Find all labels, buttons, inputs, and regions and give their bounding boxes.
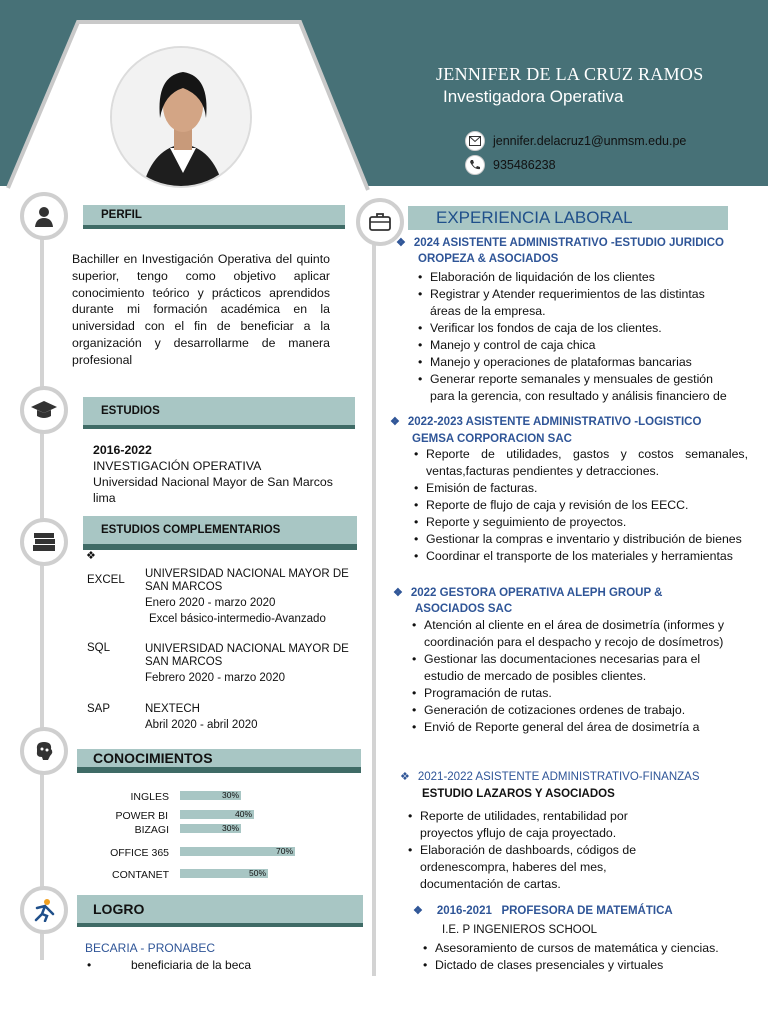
estudios-city: lima	[93, 491, 116, 505]
list-item: • Reporte de utilidades, rentabilidad por proyectos yflujo de caja proyectado.	[406, 808, 656, 842]
conocimientos-header: CONOCIMIENTOS	[77, 749, 361, 773]
list-item: • Gestionar la compras e inventario y distribución de bienes	[412, 531, 748, 548]
job-title: ❖ 2016-2021 PROFESORA DE MATEMÁTICA	[413, 905, 673, 917]
phone-icon	[465, 155, 485, 175]
person-role: Investigadora Operativa	[443, 87, 624, 106]
list-item: • Dictado de clases presenciales y virtuales	[421, 957, 751, 974]
skill-level-bar: 40%	[180, 810, 254, 819]
job-title: ❖ 2024 ASISTENTE ADMINISTRATIVO -ESTUDIO JURIDICO	[396, 237, 724, 249]
skill-name: OFFICE 365	[110, 847, 169, 859]
skill-level-bar: 30%	[180, 824, 241, 833]
list-item: • Elaboración de dashboards, códigos de ordenescompra, haberes del mes, documentación de cartas.	[406, 842, 656, 893]
list-item: • Generar reporte semanales y mensuales de gestión para la gerencia, con resultado y análisis financiero de	[416, 371, 736, 405]
job-tasks	[416, 269, 736, 405]
job-tasks	[410, 617, 740, 736]
list-item: • Reporte de utilidades, gastos y costos semanales, ventas,facturas pendientes y detracciones.	[412, 446, 748, 480]
list-item: • Programación de rutas.	[410, 685, 740, 702]
email-row[interactable]	[465, 131, 686, 151]
logro-item: beneficiaria de la beca	[131, 958, 252, 972]
profile-photo	[110, 46, 252, 188]
job-company: OROPEZA & ASOCIADOS	[418, 253, 559, 265]
logro-bullet: •	[87, 958, 92, 972]
list-item: • Atención al cliente en el área de dosimetría (informes y coordinación para el despacho y recojo de dosímetros)	[410, 617, 740, 651]
skill-name: POWER BI	[115, 810, 168, 822]
course-label: SQL	[87, 642, 111, 654]
list-item: • Coordinar el transporte de los materiales y herramientas	[412, 548, 748, 565]
skill-name: CONTANET	[112, 869, 169, 881]
skill-level-bar: 50%	[180, 869, 268, 878]
list-item: • Emisión de facturas.	[412, 480, 748, 497]
estudios-career: INVESTIGACIÓN OPERATIVA	[93, 459, 262, 473]
job-company: I.E. P INGENIEROS SCHOOL	[442, 924, 598, 936]
skill-name: INGLES	[130, 791, 169, 803]
job-tasks	[421, 940, 751, 974]
achievement-icon	[20, 886, 68, 934]
experiencia-header: EXPERIENCIA LABORAL	[408, 206, 728, 230]
diamond-bullet-icon: ❖	[400, 771, 410, 783]
diamond-bullet-icon: ❖	[390, 416, 400, 428]
course-dates: Abril 2020 - abril 2020	[145, 719, 258, 731]
list-item: • Asesoramiento de cursos de matemática y ciencias.	[421, 940, 751, 957]
skill-level-bar: 70%	[180, 847, 295, 856]
job-tasks	[412, 446, 748, 565]
estudios-university: Universidad Nacional Mayor de San Marcos	[93, 475, 333, 489]
person-name: JENNIFER DE LA CRUZ RAMOS	[436, 64, 704, 84]
estudios-years: 2016-2022	[93, 443, 152, 457]
list-item: • Envió de Reporte general del área de dosimetría a	[410, 719, 740, 736]
complementarios-header: ESTUDIOS COMPLEMENTARIOS	[83, 516, 357, 550]
logro-header: LOGRO	[77, 895, 363, 927]
course-extra: Excel básico-intermedio-Avanzado	[149, 613, 326, 625]
list-item: • Elaboración de liquidación de los clientes	[416, 269, 736, 286]
estudios-header: ESTUDIOS	[83, 397, 355, 429]
list-item: • Verificar los fondos de caja de los clientes.	[416, 320, 736, 337]
phone-text[interactable]: 935486238	[493, 158, 556, 172]
course-dates: Enero 2020 - marzo 2020	[145, 597, 276, 609]
course-dates: Febrero 2020 - marzo 2020	[145, 672, 285, 684]
brain-icon	[20, 727, 68, 775]
list-item: • Manejo y control de caja chica	[416, 337, 736, 354]
course-institution: UNIVERSIDAD NACIONAL MAYOR DE SAN MARCOS	[145, 643, 349, 668]
right-timeline	[372, 236, 376, 976]
course-institution: NEXTECH	[145, 703, 200, 715]
list-item: • Manejo y operaciones de plataformas bancarias	[416, 354, 736, 371]
books-icon	[20, 518, 68, 566]
diamond-bullet-icon: ❖	[393, 587, 403, 599]
job-title: ❖ 2022-2023 ASISTENTE ADMINISTRATIVO -LOGISTICO	[390, 416, 702, 428]
list-item: • Generación de cotizaciones ordenes de trabajo.	[410, 702, 740, 719]
job-company: GEMSA CORPORACION SAC	[412, 433, 572, 445]
complementarios-bullet: ❖	[86, 550, 96, 562]
skill-level-bar: 30%	[180, 791, 241, 800]
email-text[interactable]: jennifer.delacruz1@unmsm.edu.pe	[493, 134, 687, 148]
list-item: • Gestionar las documentaciones necesarias para el estudio de mercado de posibles clientes.	[410, 651, 740, 685]
envelope-icon	[465, 131, 485, 151]
graduation-cap-icon	[20, 386, 68, 434]
course-institution: UNIVERSIDAD NACIONAL MAYOR DE SAN MARCOS	[145, 568, 349, 593]
course-label: SAP	[87, 703, 111, 715]
person-icon	[20, 192, 68, 240]
phone-row[interactable]	[465, 155, 556, 175]
left-timeline	[40, 232, 44, 960]
diamond-bullet-icon: ❖	[413, 905, 423, 917]
logro-subtitle: BECARIA - PRONABEC	[85, 941, 216, 955]
job-title: ❖ 2021-2022 ASISTENTE ADMINISTRATIVO-FINANZAS	[400, 771, 700, 783]
perfil-header: PERFIL	[83, 205, 345, 229]
job-company: ESTUDIO LAZAROS Y ASOCIADOS	[422, 788, 615, 800]
job-company: ASOCIADOS SAC	[415, 603, 513, 615]
course-label: EXCEL	[87, 574, 125, 586]
perfil-text: Bachiller en Investigación Operativa del quinto superior, tengo como objetivo aplicar conocimiento teórico y prácticos aprendidos durante mi formación académica en la universidad con el fin de beneficiar a la organización y desarrollarme de manera profesional	[72, 252, 330, 367]
list-item: • Registrar y Atender requerimientos de las distintas áreas de la empresa.	[416, 286, 736, 320]
list-item: • Reporte de flujo de caja y revisión de los EECC.	[412, 497, 748, 514]
skill-name: BIZAGI	[134, 824, 169, 836]
job-title: ❖ 2022 GESTORA OPERATIVA ALEPH GROUP &	[393, 587, 663, 599]
diamond-bullet-icon: ❖	[396, 237, 406, 249]
list-item: • Reporte y seguimiento de proyectos.	[412, 514, 748, 531]
job-tasks	[406, 808, 656, 893]
